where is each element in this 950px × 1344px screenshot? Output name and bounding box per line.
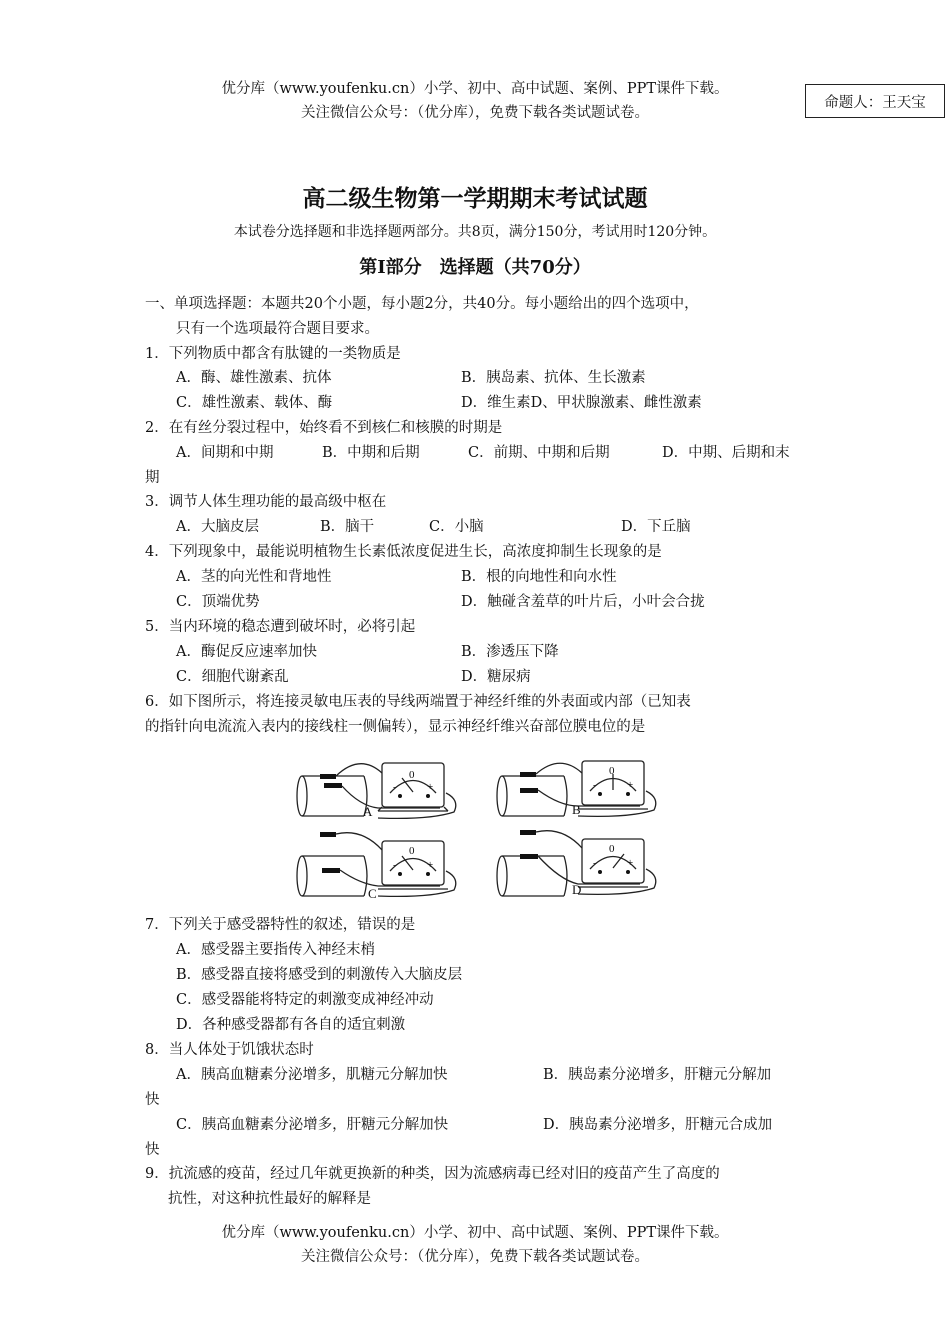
- panel-b-zero: 0: [609, 765, 615, 777]
- panel-c-minus: -: [393, 859, 397, 871]
- q2-option-b: B．中期和后期: [322, 445, 420, 461]
- panel-a-label: A: [363, 804, 373, 819]
- section-line-1: 一、单项选择题：本题共20个小题，每小题2分，共40分。每小题给出的四个选项中，: [145, 296, 699, 312]
- q8-option-b: B．胰岛素分泌增多，肝糖元分解加: [543, 1067, 772, 1083]
- q9-stem-2: 抗性，对这种抗性最好的解释是: [168, 1191, 371, 1207]
- q3-option-b: B．脑干: [320, 519, 375, 535]
- panel-b-plus: +: [627, 779, 634, 791]
- panel-a: [297, 763, 456, 819]
- q5-option-b: B．渗透压下降: [461, 644, 559, 660]
- panel-c-plus: +: [427, 859, 434, 871]
- footer-line-2: 关注微信公众号：（优分库），免费下载各类试题试卷。: [301, 1249, 649, 1265]
- panel-c-zero: 0: [409, 845, 415, 857]
- panel-b: [497, 761, 656, 817]
- q9-stem-1: 9．抗流感的疫苗，经过几年就更换新的种类，因为流感病毒已经对旧的疫苗产生了高度的: [145, 1166, 720, 1182]
- q8-stem: 8．当人体处于饥饿状态时: [145, 1042, 314, 1058]
- q1-option-d: D．维生素D、甲状腺激素、雌性激素: [461, 395, 702, 411]
- q8-option-d-cont: 快: [145, 1142, 160, 1158]
- q2-option-a: A．间期和中期: [176, 445, 274, 461]
- q5-option-d: D．糖尿病: [461, 669, 531, 685]
- author-box: 命题人：王天宝: [805, 84, 945, 118]
- q2-option-d: D．中期、后期和末: [662, 445, 790, 461]
- panel-c-label: C: [368, 886, 377, 901]
- panel-a-minus: -: [393, 781, 397, 793]
- panel-d-plus: +: [627, 857, 634, 869]
- q8-option-b-cont: 快: [145, 1092, 160, 1108]
- page-title: 高二级生物第一学期期末考试试题: [302, 186, 648, 212]
- q3-option-c: C．小脑: [429, 519, 484, 535]
- q6-stem-2: 的指针向电流流入表内的接线柱一侧偏转），显示神经纤维兴奋部位膜电位的是: [145, 719, 646, 735]
- q7-option-c: C．感受器能将特定的刺激变成神经冲动: [176, 992, 434, 1008]
- q1-stem: 1．下列物质中都含有肽键的一类物质是: [145, 346, 401, 362]
- q1-option-c: C．雄性激素、载体、酶: [176, 395, 333, 411]
- header-line-1: 优分库（www.youfenku.cn）小学、初中、高中试题、案例、PPT课件下载。: [221, 81, 729, 97]
- q3-stem: 3．调节人体生理功能的最高级中枢在: [145, 494, 387, 510]
- q8-option-d: D．胰岛素分泌增多，肝糖元合成加: [543, 1117, 773, 1133]
- q2-option-d-cont: 期: [145, 470, 160, 486]
- panel-d: [497, 830, 656, 897]
- q1-option-a: A．酶、雄性激素、抗体: [176, 370, 332, 386]
- q4-option-c: C．顶端优势: [176, 594, 260, 610]
- panel-d-zero: 0: [609, 843, 615, 855]
- footer-line-1: 优分库（www.youfenku.cn）小学、初中、高中试题、案例、PPT课件下载。: [221, 1225, 729, 1241]
- panel-a-plus: +: [427, 781, 434, 793]
- part-heading: 第Ⅰ部分 选择题（共70分）: [359, 257, 591, 278]
- q1-option-b: B．胰岛素、抗体、生长激素: [461, 370, 646, 386]
- panel-d-minus: -: [593, 857, 597, 869]
- q2-stem: 2．在有丝分裂过程中，始终看不到核仁和核膜的时期是: [145, 420, 503, 436]
- panel-b-minus: -: [593, 779, 597, 791]
- panel-c: [297, 832, 456, 901]
- q5-stem: 5．当内环境的稳态遭到破坏时，必将引起: [145, 619, 416, 635]
- q7-option-d: D．各种感受器都有各自的适宜刺激: [176, 1017, 406, 1033]
- q5-option-a: A．酶促反应速率加快: [176, 644, 317, 660]
- q4-stem: 4．下列现象中，最能说明植物生长素低浓度促进生长，高浓度抑制生长现象的是: [145, 544, 662, 560]
- header-line-2: 关注微信公众号：（优分库），免费下载各类试题试卷。: [301, 105, 649, 121]
- q6-stem-1: 6．如下图所示，将连接灵敏电压表的导线两端置于神经纤维的外表面或内部（已知表: [145, 694, 691, 710]
- q4-option-d: D．触碰含羞草的叶片后，小叶会合拢: [461, 594, 705, 610]
- panel-a-zero: 0: [409, 769, 415, 781]
- voltmeter-diagram: [290, 748, 690, 906]
- panel-b-label: B: [572, 802, 581, 817]
- q7-option-b: B．感受器直接将感受到的刺激传入大脑皮层: [176, 967, 463, 983]
- q4-option-b: B．根的向地性和向水性: [461, 569, 617, 585]
- exam-info: 本试卷分选择题和非选择题两部分。共8页，满分150分，考试用时120分钟。: [233, 224, 717, 240]
- q5-option-c: C．细胞代谢紊乱: [176, 669, 289, 685]
- q7-stem: 7．下列关于感受器特性的叙述，错误的是: [145, 917, 416, 933]
- q2-option-c: C．前期、中期和后期: [468, 445, 610, 461]
- section-line-2: 只有一个选项最符合题目要求。: [176, 321, 379, 337]
- q3-option-d: D．下丘脑: [621, 519, 691, 535]
- q8-option-c: C．胰高血糖素分泌增多，肝糖元分解加快: [176, 1117, 449, 1133]
- q7-option-a: A．感受器主要指传入神经末梢: [176, 942, 375, 958]
- q3-option-a: A．大脑皮层: [176, 519, 259, 535]
- q8-option-a: A．胰高血糖素分泌增多，肌糖元分解加快: [176, 1067, 448, 1083]
- panel-d-label: D: [572, 882, 582, 897]
- q4-option-a: A．茎的向光性和背地性: [176, 569, 332, 585]
